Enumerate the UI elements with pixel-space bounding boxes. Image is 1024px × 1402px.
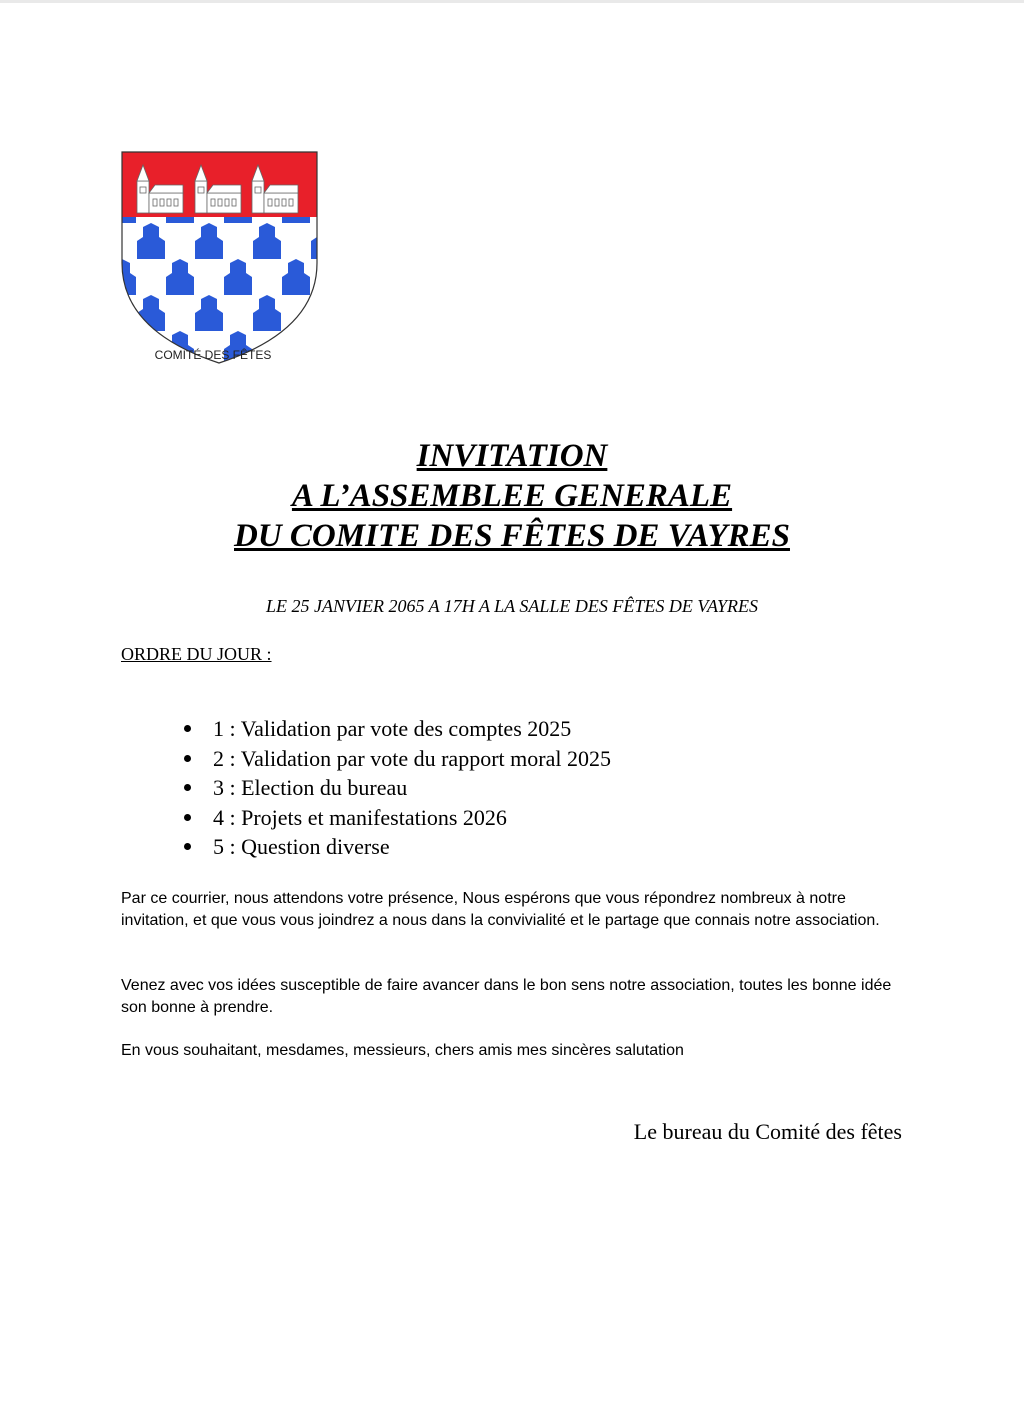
agenda-heading: ORDRE DU JOUR : [121, 644, 272, 664]
agenda-item [184, 773, 611, 803]
bullet-icon [184, 843, 191, 850]
title-line-3: DU COMITE DES FÊTES DE VAYRES [234, 518, 790, 554]
agenda-item [184, 803, 611, 833]
page-top-border [0, 0, 1024, 3]
bullet-icon [184, 725, 191, 732]
agenda-list [184, 714, 611, 862]
bullet-icon [184, 755, 191, 762]
bullet-icon [184, 814, 191, 821]
agenda-item-text: 3 : Election du bureau [213, 775, 408, 800]
title-line-2: A L’ASSEMBLEE GENERALE [291, 478, 733, 514]
body-paragraph-closing: En vous souhaitant, mesdames, messieurs, chers amis mes sincères salutation [121, 1042, 684, 1059]
comite-des-fetes-crest-logo [121, 151, 318, 367]
body-paragraph-invitation: Par ce courrier, nous attendons votre présence, Nous espérons que vous répondrez nombreux à notre invitation, et que vous vous joindrez a nous dans la convivialité et le partage que connais notre association. [121, 890, 880, 929]
crest-caption: COMITÉ DES FÊTES [154, 348, 272, 362]
agenda-item [184, 714, 611, 744]
agenda-item [184, 744, 611, 774]
agenda-item [184, 832, 611, 862]
agenda-item-text: 1 : Validation par vote des comptes 2025 [213, 716, 572, 741]
event-date-line: LE 25 JANVIER 2065 A 17H A LA SALLE DES FÊTES DE VAYRES [265, 596, 758, 616]
agenda-item-text: 5 : Question diverse [213, 834, 390, 859]
bullet-icon [184, 784, 191, 791]
crest-icon [121, 151, 318, 367]
agenda-item-text: 2 : Validation par vote du rapport moral 2025 [213, 745, 611, 771]
agenda-item-text: 4 : Projets et manifestations 2026 [213, 804, 507, 830]
title-line-1: INVITATION [416, 438, 608, 474]
signature: Le bureau du Comité des fêtes [633, 1119, 902, 1144]
body-paragraph-ideas: Venez avec vos idées susceptible de faire avancer dans le bon sens notre association, toutes les bonne idée son bonne à prendre. [121, 977, 892, 1016]
